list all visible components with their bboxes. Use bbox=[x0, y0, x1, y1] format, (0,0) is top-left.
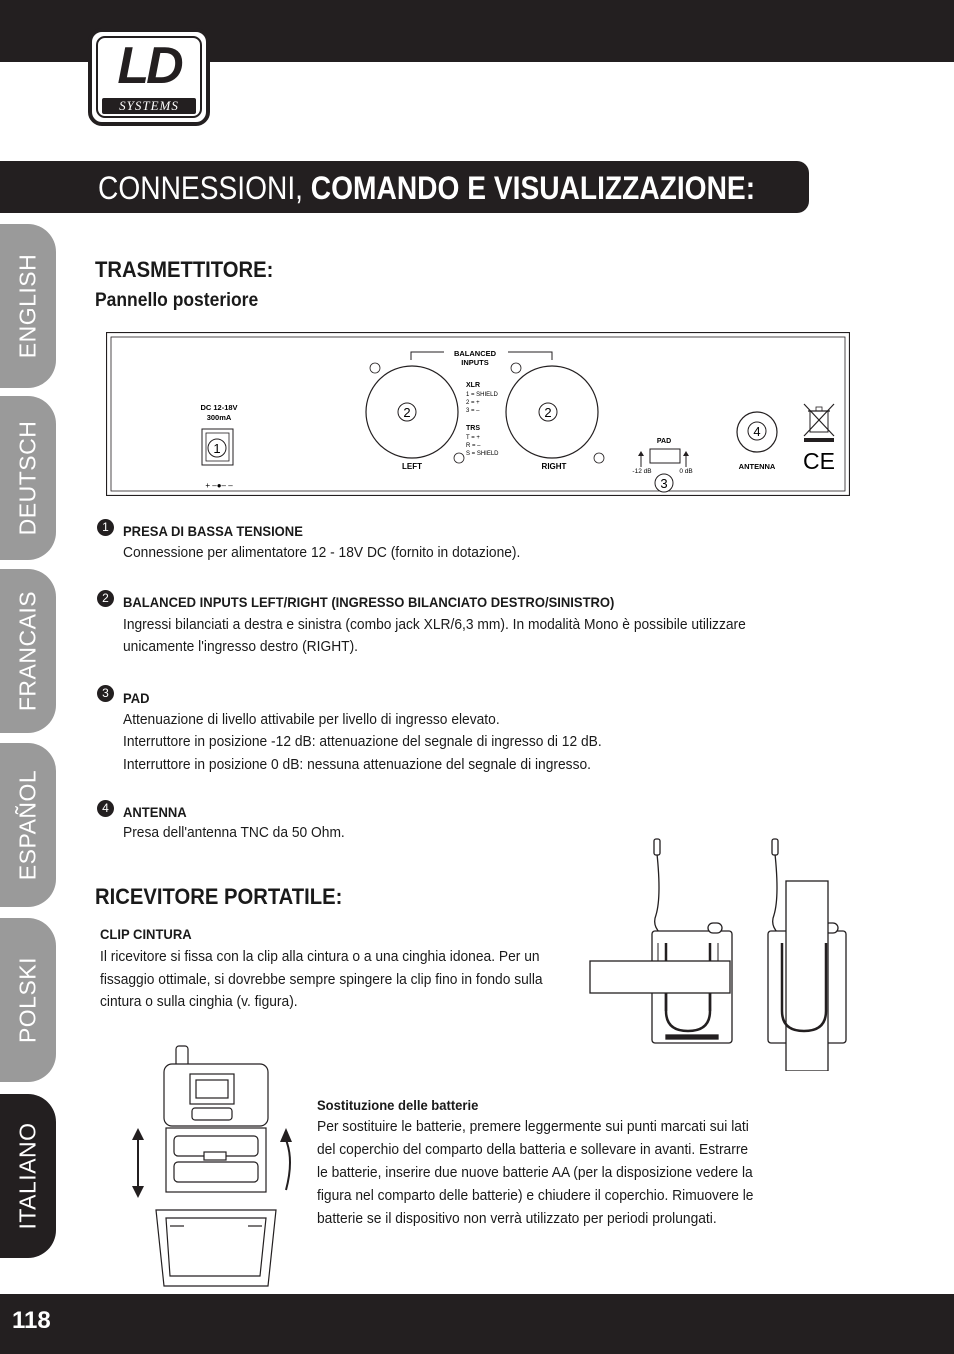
item-1-title: PRESA DI BASSA TENSIONE bbox=[123, 523, 303, 539]
callout-2-left bbox=[398, 403, 416, 421]
tab-italiano-label: ITALIANO bbox=[14, 1122, 41, 1230]
item-3-line-1: Attenuazione di livello attivabile per livello di ingresso elevato. bbox=[123, 711, 500, 728]
dc-polarity: + –●– – bbox=[205, 481, 233, 490]
battery-line-3: le batterie, inserire due nuove batterie AA (per la disposizione vedere la bbox=[317, 1164, 753, 1181]
tab-english-label: ENGLISH bbox=[14, 253, 41, 359]
clip-line-2: fissaggio ottimale, si dovrebbe sempre spingere la clip fino in fondo sulla bbox=[100, 971, 543, 988]
tab-francais-label: FRANCAIS bbox=[14, 590, 41, 712]
item-4-line-1: Presa dell'antenna TNC da 50 Ohm. bbox=[123, 824, 345, 841]
page-title bbox=[98, 165, 755, 211]
pad-right-label: 0 dB bbox=[679, 468, 693, 475]
tab-english[interactable] bbox=[0, 224, 56, 388]
ce-mark: CE bbox=[803, 448, 835, 474]
battery-line-2: del coperchio del comparto della batteria e sollevare in avanti. Estrarre bbox=[317, 1141, 749, 1158]
item-2-line-1: Ingressi bilanciati a destra e sinistra (combo jack XLR/6,3 mm). In modalità Mono è possibile utilizzare bbox=[123, 616, 746, 633]
display-window bbox=[190, 1074, 234, 1104]
logo-systems-text: SYSTEMS bbox=[102, 98, 196, 114]
tab-polski-label: POLSKI bbox=[14, 956, 41, 1044]
tab-deutsch-label: DEUTSCH bbox=[14, 420, 41, 536]
antenna-label: ANTENNA bbox=[738, 462, 776, 471]
battery-compartment-illustration bbox=[126, 1040, 302, 1290]
callout-1 bbox=[208, 439, 226, 457]
battery-line-1: Per sostituire le batterie, premere leggermente sui punti marcati sui lati bbox=[317, 1118, 749, 1135]
svg-text:3: 3 bbox=[660, 476, 668, 491]
callout-3 bbox=[655, 474, 673, 492]
inputs-label: INPUTS bbox=[461, 358, 489, 367]
item-3-title: PAD bbox=[123, 690, 150, 706]
dc-current: 300mA bbox=[206, 413, 232, 422]
pad-left-label: -12 dB bbox=[632, 468, 652, 475]
item-number-1: 1 bbox=[97, 519, 114, 536]
item-2-title: BALANCED INPUTS LEFT/RIGHT (INGRESSO BILANCIATO DESTRO/SINISTRO) bbox=[123, 594, 615, 610]
xlr-line-3: 3 = – bbox=[466, 408, 480, 414]
page-title-light: CONNESSIONI, bbox=[98, 170, 303, 206]
item-4-title: ANTENNA bbox=[123, 804, 187, 820]
item-2-line-2: unicamente l'ingresso destro (RIGHT). bbox=[123, 638, 359, 655]
ld-systems-logo bbox=[88, 28, 210, 126]
logo-ld-text: LD bbox=[117, 37, 181, 95]
svg-text:1: 1 bbox=[213, 441, 221, 456]
trs-line-1: T = + bbox=[466, 435, 480, 441]
item-number-2: 2 bbox=[97, 590, 114, 607]
item-1-line-1: Connessione per alimentatore 12 - 18V DC (fornito in dotazione). bbox=[123, 544, 521, 561]
rear-panel-diagram bbox=[106, 332, 850, 496]
item-3-line-3: Interruttore in posizione 0 dB: nessuna attenuazione del segnale di ingresso. bbox=[123, 756, 591, 773]
callout-2-right bbox=[539, 403, 557, 421]
clip-line-3: cintura o sulla cinghia (v. figura). bbox=[100, 993, 298, 1010]
svg-text:2: 2 bbox=[403, 405, 411, 420]
item-number-4: 4 bbox=[97, 800, 114, 817]
pad-label: PAD bbox=[656, 438, 672, 445]
item-3-line-2: Interruttore in posizione -12 dB: attenuazione del segnale di ingresso di 12 dB. bbox=[123, 733, 602, 750]
tab-deutsch[interactable] bbox=[0, 396, 56, 560]
up-arrow-icon bbox=[286, 1140, 290, 1190]
xlr-title: XLR bbox=[466, 382, 480, 389]
belt-clip-illustration bbox=[588, 835, 856, 1071]
dc-label: DC 12-18V bbox=[200, 403, 238, 412]
svg-text:2: 2 bbox=[544, 405, 552, 420]
tab-espanol-label: ESPAÑOL bbox=[14, 769, 41, 881]
antenna-wire-right bbox=[773, 845, 778, 933]
bottom-bar bbox=[0, 1294, 954, 1354]
callout-4 bbox=[748, 422, 766, 440]
antenna-wire-left bbox=[655, 845, 660, 933]
tab-polski[interactable] bbox=[0, 918, 56, 1082]
receiver-heading: RICEVITORE PORTATILE: bbox=[95, 884, 343, 909]
trs-line-2: R = – bbox=[466, 443, 481, 449]
tab-francais[interactable] bbox=[0, 569, 56, 733]
xlr-line-1: 1 = SHIELD bbox=[466, 392, 498, 398]
right-label: RIGHT bbox=[541, 462, 567, 471]
tab-italiano[interactable] bbox=[0, 1094, 56, 1258]
trs-title: TRS bbox=[466, 425, 480, 432]
antenna-tip-right bbox=[772, 839, 778, 855]
item-number-3: 3 bbox=[97, 685, 114, 702]
clip-line-1: Il ricevitore si fissa con la clip alla cintura o a una cinghia idonea. Per un bbox=[100, 948, 540, 965]
page-number: 118 bbox=[12, 1307, 51, 1334]
battery-line-4: figura nel comparto delle batterie) e chiudere il coperchio. Rimuovere le bbox=[317, 1187, 754, 1204]
pad-switch bbox=[650, 449, 680, 463]
svg-text:4: 4 bbox=[753, 424, 761, 439]
tab-espanol[interactable] bbox=[0, 743, 56, 907]
transmitter-subheading: Pannello posteriore bbox=[95, 290, 259, 311]
trs-line-3: S = SHIELD bbox=[466, 451, 499, 457]
battery-title: Sostituzione delle batterie bbox=[317, 1097, 479, 1113]
page-title-bold: COMANDO E VISUALIZZAZIONE: bbox=[310, 170, 756, 206]
battery-line-5: batterie se il dispositivo non verrà utilizzato per periodi prolungati. bbox=[317, 1210, 717, 1227]
left-label: LEFT bbox=[402, 462, 422, 471]
clip-title: CLIP CINTURA bbox=[100, 926, 192, 942]
antenna-tip-left bbox=[654, 839, 660, 855]
balanced-label: BALANCED bbox=[453, 349, 497, 358]
battery-cover-open bbox=[156, 1210, 276, 1286]
transmitter-heading: TRASMETTITORE: bbox=[95, 257, 274, 282]
belt-strap bbox=[590, 961, 730, 993]
vertical-strap bbox=[786, 881, 828, 1071]
xlr-line-2: 2 = + bbox=[466, 400, 480, 406]
